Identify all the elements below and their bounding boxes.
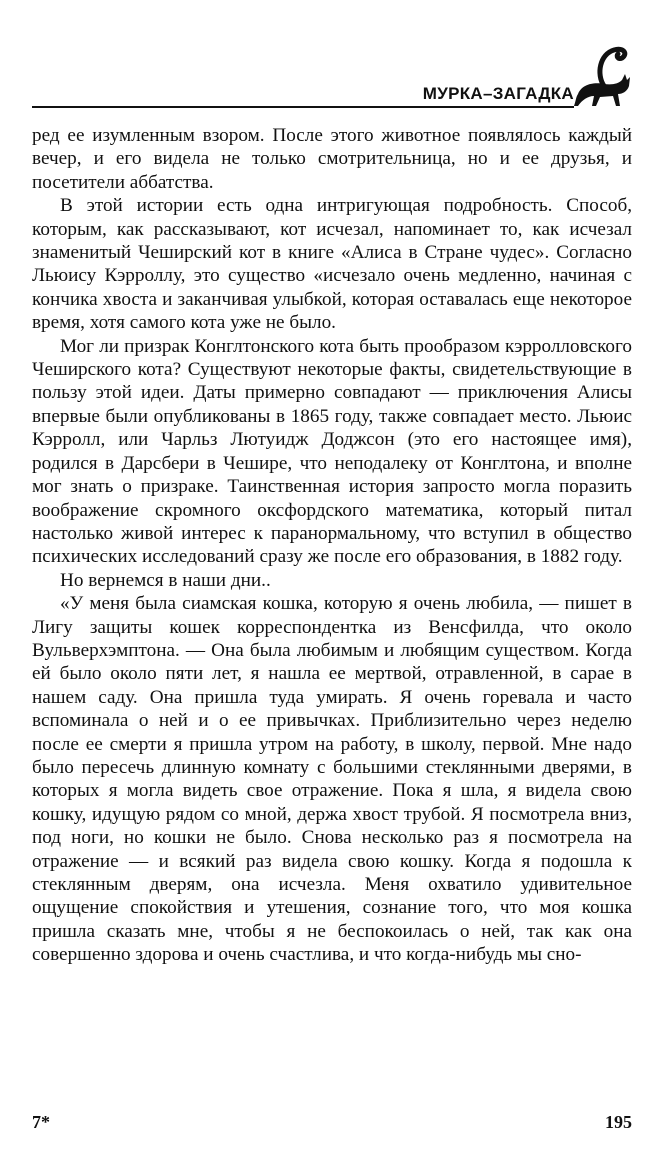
- paragraph: «У меня была сиамская кошка, которую я очень любила, — пишет в Лигу защиты кошек корреспондентка из Венсфилда, что около Вульверхэмптона. — Она была любимым и любящим существом. Когда ей было около пяти лет, я нашла ее мертвой, отравленной, в сарае в нашем саду. Она пришла туда умирать. Я очень горевала и часто вспоминала о ней и о ее привычках. Приблизительно через неделю после ее смерти я пришла утром на работу, в школу, первой. Мне надо было пересечь длинную комнату с большими стеклянными дверями, в которых я могла видеть свое отражение. Пока я шла, я видела свою кошку, идущую рядом со мной, держа хвост трубой. Я посмотрела вниз, под ноги, но кошки не было. Снова несколько раз я посмотрела на отражение — и всякий раз видела свою кошку. Когда я подошла к стеклянным дверям, она исчезла. Меня охватило удивительное ощущение спокойствия и утешения, сознание того, что моя кошка пришла сказать мне, чтобы я не беспокоилась о ней, так как она совершенно здорова и очень счастлива, и что когда-нибудь мы сно-: [32, 593, 632, 966]
- paragraph: Но вернемся в наши дни..: [60, 569, 271, 591]
- signature-mark: 7*: [32, 1112, 50, 1132]
- running-header: [32, 44, 632, 108]
- body-text: [32, 124, 632, 967]
- running-header-title: МУРКА–ЗАГАДКА: [422, 84, 574, 103]
- paragraph-continued: ред ее изумленным взором. После этого животное появлялось каждый вечер, и его видела не только смотрительница, но и ее друзья, и посетители аббатства.: [32, 125, 632, 193]
- page-number: 195: [605, 1112, 632, 1132]
- paragraph: В этой истории есть одна интригующая подробность. Способ, которым, как рассказывают, кот исчезал, напоминает то, как исчезал знаменитый Чеширский кот в книге «Алиса в Стране чудес». Согласно Льюису Кэрроллу, это существо «исчезало очень медленно, начиная с кончика хвоста и заканчивая улыбкой, которая оставалась еще некоторое время, хотя самого кота уже не было.: [32, 195, 632, 334]
- cat-icon: [570, 44, 632, 108]
- paragraph: Мог ли призрак Конглтонского кота быть прообразом кэрролловского Чеширского кота? Существуют некоторые факты, свидетельствующие в пользу этой идеи. Даты примерно совпадают — приключения Алисы впервые были опубликованы в 1865 году, также совпадает место. Льюис Кэрролл, или Чарльз Лютуидж Доджсон (это его настоящее имя), родился в Дарсбери в Чешире, что неподалеку от Конглтона, и вполне мог знать о призраке. Таинственная история запросто могла поразить воображение скромного оксфордского математика, который питал настолько живой интерес к паранормальному, что вступил в общество психических исследований сразу же после его образования, в 1882 году.: [32, 335, 632, 568]
- header-rule: [32, 106, 574, 108]
